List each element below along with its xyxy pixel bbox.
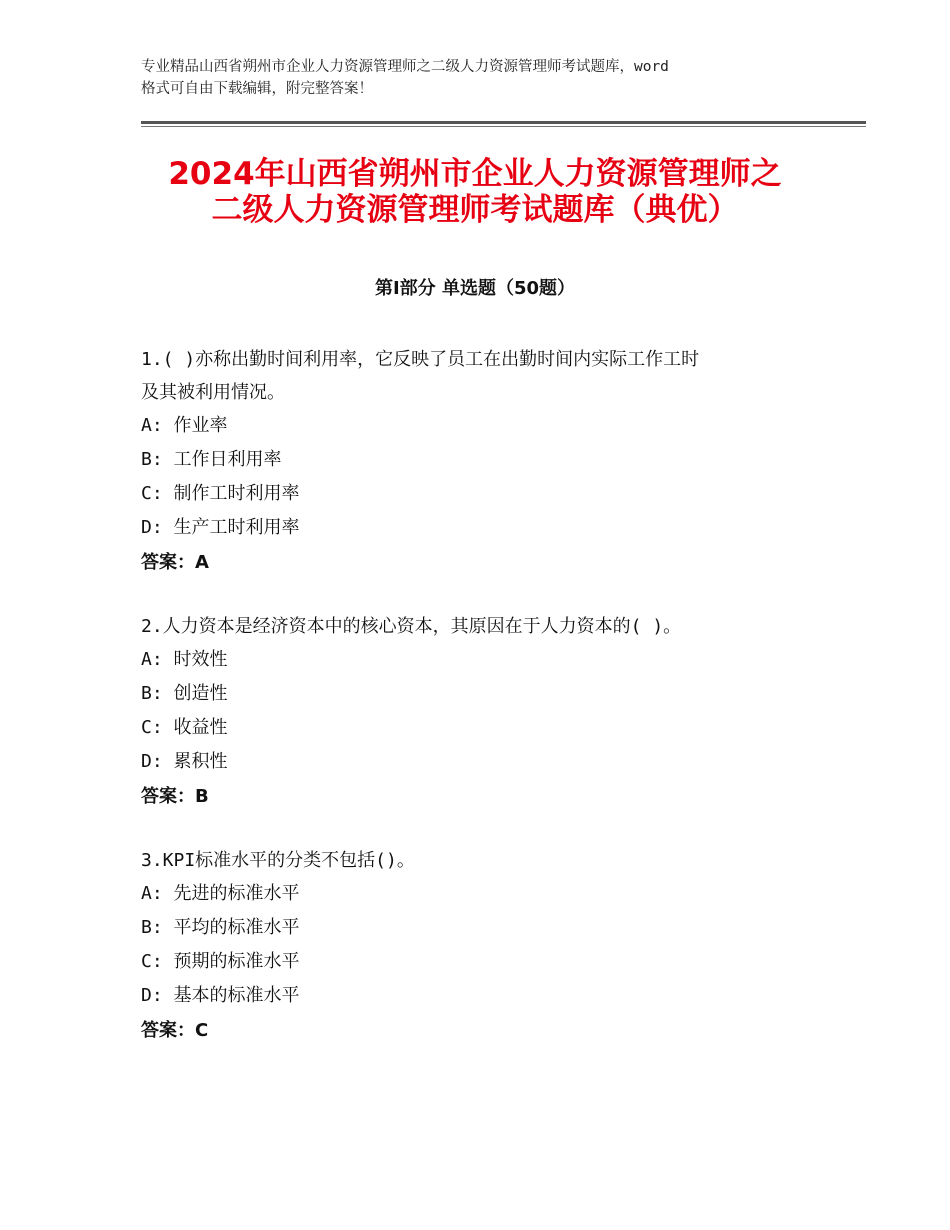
question-stem (141, 844, 841, 877)
document-title (60, 156, 890, 228)
option-d: D: 基本的标准水平 (141, 985, 300, 1006)
question-stem-line: 3.KPI标准水平的分类不包括()。 (141, 850, 415, 871)
option-b: B: 创造性 (141, 683, 228, 704)
question-stem (141, 343, 841, 409)
header-note-line: 专业精品山西省朔州市企业人力资源管理师之二级人力资源管理师考试题库，word (141, 59, 669, 75)
option-a: A: 时效性 (141, 649, 228, 670)
question-stem (141, 610, 841, 643)
answer-label: 答案：B (141, 786, 209, 807)
header-note (141, 56, 831, 100)
question-item (141, 610, 841, 814)
section-heading: 第Ⅰ部分 单选题（50题） (374, 278, 575, 299)
title-line: 二级人力资源管理师考试题库（典优） (211, 192, 739, 228)
option-b: B: 平均的标准水平 (141, 917, 300, 938)
question-stem-line: 及其被利用情况。 (141, 382, 285, 403)
option-c: C: 收益性 (141, 717, 228, 738)
question-item (141, 844, 841, 1048)
answer-label: 答案：A (141, 552, 209, 573)
option-b: B: 工作日利用率 (141, 449, 282, 470)
option-d: D: 累积性 (141, 751, 228, 772)
option-c: C: 预期的标准水平 (141, 951, 300, 972)
question-item (141, 343, 841, 580)
option-d: D: 生产工时利用率 (141, 517, 300, 538)
question-stem-line: 1.( )亦称出勤时间利用率，它反映了员工在出勤时间内实际工作工时 (141, 349, 700, 370)
header-note-line: 格式可自由下载编辑，附完整答案！ (141, 81, 373, 97)
option-c: C: 制作工时利用率 (141, 483, 300, 504)
header-divider-thin (141, 126, 866, 127)
header-divider (141, 121, 866, 124)
option-a: A: 先进的标准水平 (141, 883, 300, 904)
answer-label: 答案：C (141, 1020, 209, 1041)
title-line: 2024年山西省朔州市企业人力资源管理师之 (168, 156, 782, 192)
question-list (141, 343, 841, 1078)
option-a: A: 作业率 (141, 415, 228, 436)
question-stem-line: 2.人力资本是经济资本中的核心资本，其原因在于人力资本的( )。 (141, 616, 682, 637)
